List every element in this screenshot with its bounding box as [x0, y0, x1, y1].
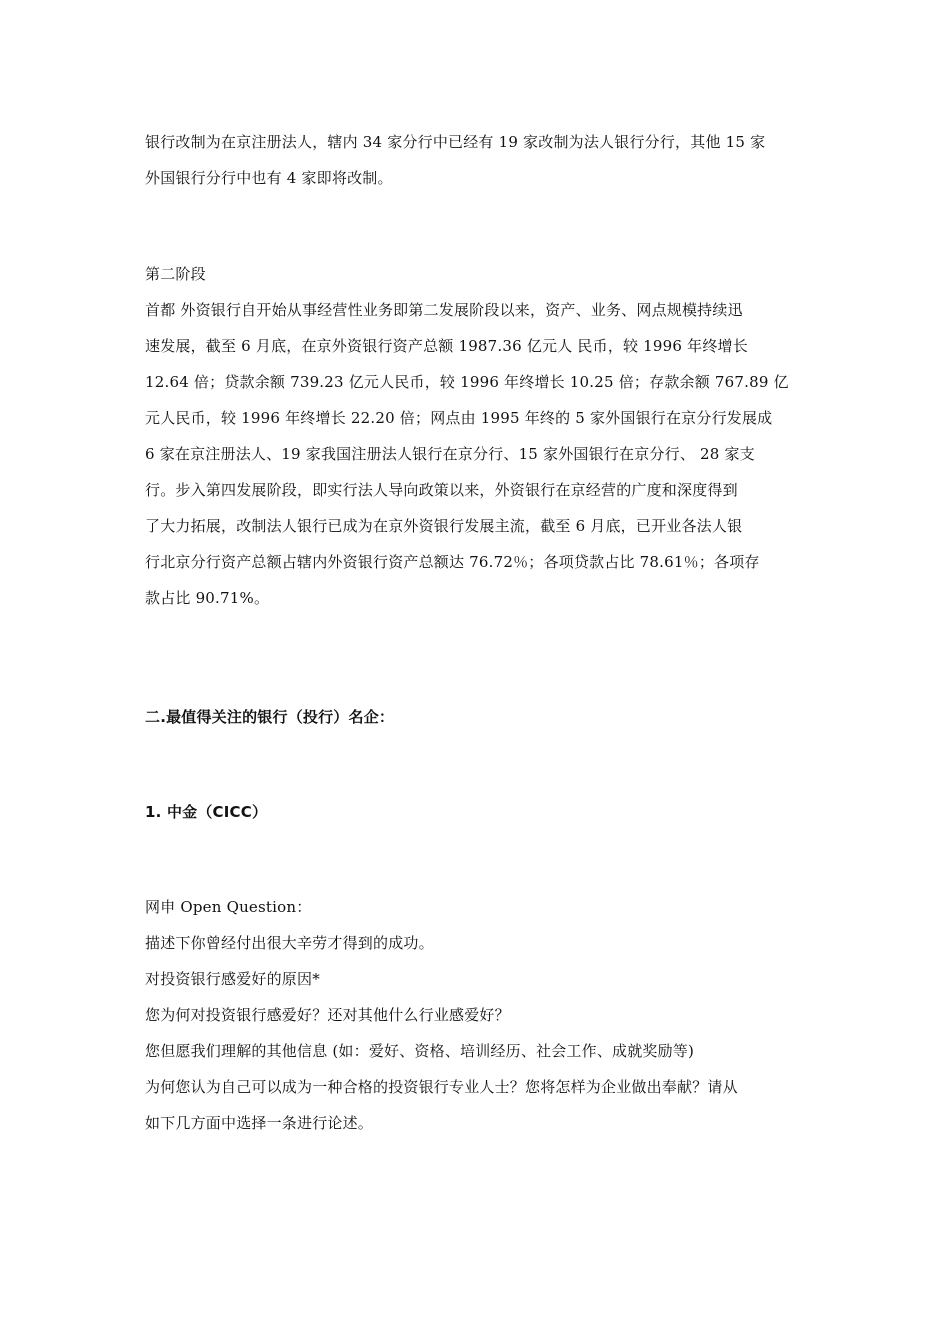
cicc-heading: 1. 中金（CICC） — [145, 803, 268, 821]
stage2-line-1: 首都 外资银行自开始从事经营性业务即第二发展阶段以来，资产、业务、网点规模持续迅 — [145, 301, 743, 319]
stage2-heading: 第二阶段 — [145, 265, 206, 283]
cicc-line-1: 网申 Open Question： — [145, 898, 312, 916]
stage2-line-7: 了大力拓展，改制法人银行已成为在京外资银行发展主流，截至 6 月底，已开业各法人银 — [145, 517, 743, 535]
cicc-line-2: 描述下你曾经付出很大辛劳才得到的成功。 — [145, 934, 434, 952]
cicc-line-5: 您但愿我们理解的其他信息 (如：爱好、资格、培训经历、社会工作、成就奖励等) — [145, 1042, 695, 1060]
stage2-line-8: 行北京分行资产总额占辖内外资银行资产总额达 76.72％；各项贷款占比 78.61％；各项存 — [145, 553, 760, 571]
cicc-line-4: 您为何对投资银行感爱好？还对其他什么行业感爱好？ — [145, 1006, 510, 1024]
section2-heading: 二.最值得关注的银行（投行）名企： — [145, 708, 395, 726]
stage2-line-3: 12.64 倍；贷款余额 739.23 亿元人民币，较 1996 年终增长 10.25 倍；存款余额 767.89 亿 — [145, 373, 789, 391]
stage2-line-5: 6 家在京注册法人、19 家我国注册法人银行在京分行、15 家外国银行在京分行、 28 家支 — [145, 445, 755, 463]
intro-line-1: 银行改制为在京注册法人，辖内 34 家分行中已经有 19 家改制为法人银行分行，其他 15 家 — [145, 133, 766, 151]
stage2-line-2: 速发展，截至 6 月底，在京外资银行资产总额 1987.36 亿元人 民币，较 1996 年终增长 — [145, 337, 748, 355]
cicc-line-6: 为何您认为自己可以成为一种合格的投资银行专业人士？您将怎样为企业做出奉献？请从 — [145, 1078, 738, 1096]
stage2-line-4: 元人民币，较 1996 年终增长 22.20 倍；网点由 1995 年终的 5 家外国银行在京分行发展成 — [145, 409, 773, 427]
stage2-line-9: 款占比 90.71%。 — [145, 589, 270, 607]
cicc-line-7: 如下几方面中选择一条进行论述。 — [145, 1114, 374, 1132]
intro-line-2: 外国银行分行中也有 4 家即将改制。 — [145, 169, 393, 187]
stage2-line-6: 行。步入第四发展阶段，即实行法人导向政策以来，外资银行在京经营的广度和深度得到 — [145, 481, 738, 499]
cicc-line-3: 对投资银行感爱好的原因* — [145, 970, 320, 988]
